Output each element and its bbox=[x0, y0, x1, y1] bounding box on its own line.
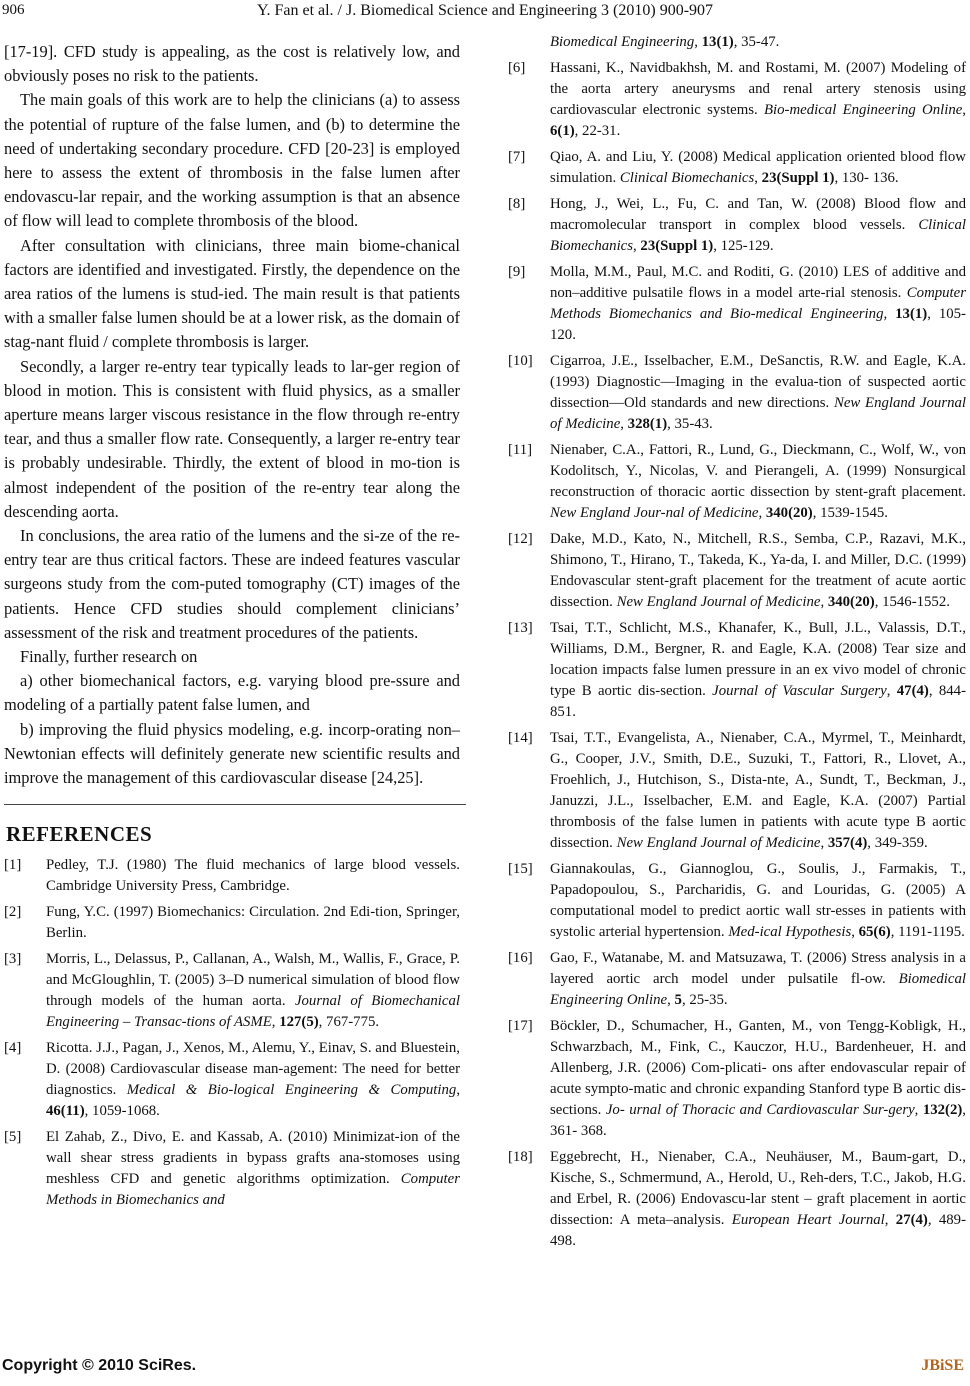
reference-volume: 328(1) bbox=[627, 416, 668, 432]
reference-number: [7] bbox=[508, 149, 526, 165]
reference-volume: 23(Suppl 1) bbox=[761, 170, 835, 186]
reference-journal: Clinical Biomechanics bbox=[550, 217, 966, 254]
reference-number: [11] bbox=[508, 442, 533, 458]
reference-number: [2] bbox=[4, 904, 22, 921]
reference-number: [15] bbox=[508, 861, 533, 877]
reference-authors-title: Tsai, T.T., Schlicht, M.S., Khanafer, K., Bull, J.L., Valassis, D.T., Williams, D.M., Bergner, R. and Eagle, K.A. (2008) Tear size and location impacts false lumen pressure in an ex vivo model of chronic type B aortic dis-section. bbox=[550, 620, 966, 699]
page-number: 906 bbox=[2, 2, 25, 18]
reference-number: [1] bbox=[4, 857, 22, 874]
reference-journal: Journal of Biomechanical Engineering – Transac-tions of ASME bbox=[46, 993, 460, 1031]
reference-item bbox=[508, 194, 966, 257]
reference-volume: 5 bbox=[674, 992, 682, 1008]
reference-item bbox=[508, 529, 966, 613]
reference-authors-title: El Zahab, Z., Divo, E. and Kassab, A. (2010) Minimizat-ion of the wall shear stress gradients in bypass grafts ana-stomoses using meshless CFD and genetic algorithms optimization. bbox=[46, 1129, 460, 1188]
reference-journal: Biomedical Engineering bbox=[550, 34, 695, 50]
reference-authors-title: Tsai, T.T., Evangelista, A., Nienaber, C.A., Myrmel, T., Meinhardt, G., Cooper, J.V., Smith, D.E., Suzuki, T., Fattori, R., Llovet, A., Froehlich, J., Hutchison, S., Dista-nte, A., Sundt, T., Beckman, J., Januzzi, J.L., Isselbacher, E.M. and Eagle, K.A. (2007) Partial thrombosis of the false lumen in patients with acute type B aortic dissection. bbox=[550, 730, 966, 851]
reference-journal: New England Journal of Medicine bbox=[616, 835, 821, 851]
reference-journal: Clinical Biomechanics bbox=[619, 170, 755, 186]
section-divider bbox=[4, 804, 466, 805]
reference-pages: , 361- 368. bbox=[550, 1102, 966, 1139]
reference-volume: 46(11) bbox=[46, 1103, 85, 1120]
reference-number: [10] bbox=[508, 353, 533, 369]
reference-item bbox=[508, 147, 966, 189]
reference-pages: , 1546-1552. bbox=[874, 594, 950, 610]
reference-volume: 47(4) bbox=[896, 683, 929, 699]
reference-item bbox=[508, 859, 966, 943]
reference-authors-title: Nienaber, C.A., Fattori, R., Lund, G., Dieckmann, C., Wolf, W., von Kodolitsch, Y., Nicolas, V. and Pierangeli, A. (1999) Nonsurgical reconstruction of thoracic aortic dissection by stent-graft placement. bbox=[550, 442, 966, 500]
body-paragraph: In conclusions, the area ratio of the lumens and the si-ze of the re-entry tear are thus critical factors. These are indeed features vascular surgeons study from the com-puted tomography (CT) images of the patients. Hence CFD studies should complement clinicians’ assessment of the risk and treatment procedures of the patients. bbox=[4, 526, 460, 642]
body-paragraph: Secondly, a larger re-entry tear typically leads to lar-ger region of blood in motion. This is consistent with fluid physics, as a smaller aperture means larger viscous resistance in the flow through re-entry tear, and thus a smaller flow rate. Consequently, a larger re-entry tear is probably undesirable. Thirdly, the extent of blood in mo-tion is almost independent of the position of the re-entry tear along the descending aorta. bbox=[4, 356, 460, 521]
reference-authors-title: Gao, F., Watanabe, M. and Matsuzawa, T. (2006) Stress analysis in a layered aortic arch model under pulsatile fl-ow. bbox=[550, 950, 966, 987]
reference-item bbox=[508, 262, 966, 346]
reference-text: Giannakoulas, G., Giannoglou, G., Soulis, J., Farmakis, T., Papadopoulou, S., Parcharidis, G. and Louridas, G. (2005) A computational model to predict aortic wall str-esses in patients with systolic arterial hypertension. Med-ical Hypothesis, 65(6), 1191-1195. bbox=[550, 861, 966, 940]
reference-text: Qiao, A. and Liu, Y. (2008) Medical application oriented blood flow simulation. Clinical Biomechanics, 23(Suppl 1), 130- 136. bbox=[550, 149, 966, 186]
reference-volume: 13(1) bbox=[895, 306, 928, 322]
reference-item bbox=[508, 618, 966, 723]
body-paragraph: After consultation with clinicians, three main biome-chanical factors are identified and investigated. Firstly, the dependence on the area ratios of the lumens is stud-ied. The main result is that patients with a smaller false lumen should be at a lower risk, as the domain of stag-nant fluid / complete thrombosis is larger. bbox=[4, 235, 460, 352]
reference-number: [18] bbox=[508, 1149, 533, 1165]
reference-volume: 65(6) bbox=[858, 924, 891, 940]
running-header bbox=[0, 2, 970, 20]
reference-number: [16] bbox=[508, 950, 533, 966]
reference-continuation: Biomedical Engineering, 13(1), 35-47. bbox=[550, 34, 780, 50]
reference-journal: Medical & Bio-logical Engineering & Computing bbox=[126, 1082, 457, 1099]
footer-journal-abbrev: JBiSE bbox=[921, 1357, 964, 1374]
reference-item bbox=[508, 58, 966, 142]
reference-item bbox=[4, 1038, 460, 1122]
reference-item bbox=[4, 902, 460, 944]
reference-journal: Computer Methods Biomechanics and Bio-medical Engineering bbox=[550, 285, 966, 322]
body-paragraph: b) improving the fluid physics modeling, e.g. incorp-orating non–Newtonian effects will definitely generate new scientific results and improve the management of this cardiovascular disease [24,25]. bbox=[4, 719, 460, 788]
reference-text: Hong, J., Wei, L., Fu, C. and Tan, W. (2008) Blood flow and macromolecular transport in complex blood vessels. Clinical Biomechanics, 23(Suppl 1), 125-129. bbox=[550, 196, 966, 254]
reference-volume: 127(5) bbox=[279, 1014, 319, 1031]
reference-pages: , 35-43. bbox=[667, 416, 713, 432]
reference-volume: 357(4) bbox=[827, 835, 868, 851]
reference-text: Cigarroa, J.E., Isselbacher, E.M., DeSanctis, R.W. and Eagle, K.A. (1993) Diagnostic—Imaging in the evalua-tion of suspected aortic dissection—Old standards and new directions. New England Journal of Medicine, 328(1), 35-43. bbox=[550, 353, 966, 432]
reference-pages: , 489-498. bbox=[550, 1212, 966, 1249]
reference-text bbox=[46, 855, 460, 897]
reference-item bbox=[4, 855, 460, 897]
reference-journal: Computer Methods in Biomechanics and bbox=[46, 1171, 460, 1209]
reference-pages: , 844-851. bbox=[550, 683, 966, 720]
reference-number: [6] bbox=[508, 60, 526, 76]
right-column bbox=[508, 32, 966, 1257]
reference-pages: , 130- 136. bbox=[834, 170, 899, 186]
reference-journal: New England Journal of Medicine bbox=[550, 395, 966, 432]
reference-item bbox=[4, 949, 460, 1033]
reference-pages: , 767-775. bbox=[318, 1014, 380, 1031]
reference-number: [14] bbox=[508, 730, 533, 746]
reference-authors-title: Ricotta. J.J., Pagan, J., Xenos, M., Alemu, Y., Einav, S. and Bluestein, D. (2008) Cardiovascular disease man-agement: The need for better diagnostics. bbox=[46, 1040, 460, 1099]
reference-number: [9] bbox=[508, 264, 526, 280]
body-paragraph: Finally, further research on bbox=[20, 647, 198, 667]
left-column bbox=[4, 40, 460, 1216]
reference-number: [12] bbox=[508, 531, 533, 547]
reference-list-left bbox=[4, 855, 460, 1211]
reference-text: Nienaber, C.A., Fattori, R., Lund, G., Dieckmann, C., Wolf, W., von Kodolitsch, Y., Nicolas, V. and Pierangeli, A. (1999) Nonsurgical reconstruction of thoracic aortic dissection by stent-graft placement. New England Jour-nal of Medicine, 340(20), 1539-1545. bbox=[550, 442, 966, 521]
reference-volume: 132(2) bbox=[922, 1102, 963, 1118]
reference-text: Morris, L., Delassus, P., Callanan, A., Walsh, M., Wallis, F., Grace, P. and McGloughlin, T. (2005) 3–D numerical simulation of blood flow through models of the human aorta. Journal of Biomechanical Engineering – Transac-tions of ASME, 127(5), 767-775. bbox=[46, 951, 460, 1031]
reference-journal: Bio-medical Engineering Online bbox=[764, 102, 963, 118]
reference-number: [4] bbox=[4, 1040, 22, 1057]
reference-item bbox=[508, 948, 966, 1011]
reference-authors-title: Qiao, A. and Liu, Y. (2008) Medical application oriented blood flow simulation. bbox=[550, 149, 966, 186]
reference-authors-title: Dake, M.D., Kato, N., Mitchell, R.S., Semba, C.P., Razavi, M.K., Shimono, T., Hirano, T., Takeda, K., Ya-da, I. and Miller, D.C. (1999) Endovascular stent-graft placement for the treatment of acute aortic dissection. bbox=[550, 531, 966, 610]
reference-item bbox=[508, 1147, 966, 1252]
reference-volume: 27(4) bbox=[895, 1212, 928, 1228]
reference-text: Dake, M.D., Kato, N., Mitchell, R.S., Semba, C.P., Razavi, M.K., Shimono, T., Hirano, T., Takeda, K., Ya-da, I. and Miller, D.C. (1999) Endovascular stent-graft placement for the treatment of acute aortic dissection. New England Journal of Medicine, 340(20), 1546-1552. bbox=[550, 531, 966, 610]
running-head-text: Y. Fan et al. / J. Biomedical Science and Engineering 3 (2010) 900-907 bbox=[256, 2, 714, 19]
reference-item bbox=[508, 351, 966, 435]
reference-volume: 13(1) bbox=[701, 34, 734, 50]
body-paragraph: The main goals of this work are to help the clinicians (a) to assess the potential of rupture of the false lumen, and (b) to determine the need of undertaking secondary procedure. CFD [20-23] is employed here to assess the extent of thrombosis in the false lumen after endovascu-lar repair, and the working assumption is that an absence of flow will lead to complete thrombosis of the blood. bbox=[4, 90, 460, 231]
reference-authors-title: Morris, L., Delassus, P., Callanan, A., Walsh, M., Wallis, F., Grace, P. and McGloughlin, T. (2005) 3–D numerical simulation of blood flow through models of the human aorta. bbox=[46, 951, 460, 1010]
reference-volume: 23(Suppl 1) bbox=[640, 238, 714, 254]
reference-volume: 6(1) bbox=[550, 123, 575, 139]
reference-pages: , 22-31. bbox=[574, 123, 621, 139]
reference-volume: 340(20) bbox=[765, 505, 813, 521]
reference-text: Eggebrecht, H., Nienaber, C.A., Neuhäuser, M., Baum-gart, D., Kische, S., Schmermund, A., Herold, U., Reh-ders, T.C., Jakob, H.G. and Erbel, R. (2006) Endovascu-lar stent – graft placement in aortic dissection: A meta–analysis. European Heart Journal, 27(4), 489-498. bbox=[550, 1149, 966, 1249]
body-paragraph: a) other biomechanical factors, e.g. varying blood pre-ssure and modeling of a partially patent false lumen, and bbox=[4, 671, 460, 715]
reference-pages: , 349-359. bbox=[867, 835, 928, 851]
reference-text: Tsai, T.T., Schlicht, M.S., Khanafer, K., Bull, J.L., Valassis, D.T., Williams, D.M., Bergner, R. and Eagle, K.A. (2008) Tear size and location impacts false lumen pressure in an ex vivo model of chronic type B aortic dis-section. Journal of Vascular Surgery, 47(4), 844-851. bbox=[550, 620, 966, 720]
reference-journal: European Heart Journal bbox=[731, 1212, 885, 1228]
footer-copyright: Copyright © 2010 SciRes. bbox=[2, 1357, 197, 1374]
reference-pages: , 105-120. bbox=[550, 306, 966, 343]
reference-journal: New England Journal of Medicine bbox=[616, 594, 821, 610]
reference-item bbox=[4, 1127, 460, 1211]
reference-authors-title: Hong, J., Wei, L., Fu, C. and Tan, W. (2008) Blood flow and macromolecular transport in complex blood vessels. bbox=[550, 196, 966, 233]
reference-pages: , 1059-1068. bbox=[84, 1103, 160, 1120]
reference-authors-title: Pedley, T.J. (1980) The fluid mechanics of large blood vessels. Cambridge University Press, Cambridge. bbox=[46, 857, 460, 895]
reference-text: Tsai, T.T., Evangelista, A., Nienaber, C.A., Myrmel, T., Meinhardt, G., Cooper, J.V., Smith, D.E., Suzuki, T., Fattori, R., Llovet, A., Froehlich, J., Hutchison, S., Dista-nte, A., Sundt, T., Beckman, J., Januzzi, J.L., Isselbacher, E.M. and Eagle, K.A. (2007) Partial thrombosis of the false lumen in patients with acute type B aortic dissection. New England Journal of Medicine, 357(4), 349-359. bbox=[550, 730, 966, 851]
reference-authors-title: Böckler, D., Schumacher, H., Ganten, M., von Tengg-Kobligk, H., Schwarzbach, M., Fink, C., Kauczor, H.U., Bardenheuer, H. and Allenberg, J.R. (2006) Com-plicati- ons after endovascular repair of acute sympto-matic and chronic expanding Stanford type B aortic dis-sections. bbox=[550, 1018, 966, 1118]
reference-text: Böckler, D., Schumacher, H., Ganten, M., von Tengg-Kobligk, H., Schwarzbach, M., Fink, C., Kauczor, H.U., Bardenheuer, H. and Allenberg, J.R. (2006) Com-plicati- ons after endovascular repair of acute sympto-matic and chronic expanding Stanford type B aortic dis-sections. Jo- urnal of Thoracic and Cardiovascular Sur-gery, 132(2), 361- 368. bbox=[550, 1018, 966, 1139]
reference-item bbox=[508, 1016, 966, 1142]
reference-text: Ricotta. J.J., Pagan, J., Xenos, M., Alemu, Y., Einav, S. and Bluestein, D. (2008) Cardiovascular disease man-agement: The need for better diagnostics. Medical & Bio-logical Engineering & Computing, 46(11), 1059-1068. bbox=[46, 1040, 461, 1120]
reference-text: Molla, M.M., Paul, M.C. and Roditi, G. (2010) LES of additive and non–additive pulsatile flows in a model arte-rial stenosis. Computer Methods Biomechanics and Bio-medical Engineering, 13(1), 105-120. bbox=[550, 264, 966, 343]
reference-text: Gao, F., Watanabe, M. and Matsuzawa, T. (2006) Stress analysis in a layered aortic arch model under pulsatile fl-ow. Biomedical Engineering Online, 5, 25-35. bbox=[550, 950, 966, 1008]
reference-list-right bbox=[508, 58, 966, 1252]
reference-authors-title: Fung, Y.C. (1997) Biomechanics: Circulation. 2nd Edi-tion, Springer, Berlin. bbox=[46, 904, 460, 942]
reference-pages: , 1191-1195. bbox=[890, 924, 965, 940]
reference-pages: , 35-47. bbox=[733, 34, 780, 50]
reference-authors-title: Hassani, K., Navidbakhsh, M. and Rostami, M. (2007) Modeling of the aorta artery aneurysms and renal artery stenosis using cardiovascular electronic systems. bbox=[550, 60, 966, 118]
reference-journal: Jo- urnal of Thoracic and Cardiovascular Sur-gery bbox=[605, 1102, 915, 1118]
reference-number: [13] bbox=[508, 620, 533, 636]
reference-authors-title: Molla, M.M., Paul, M.C. and Roditi, G. (2010) LES of additive and non–additive pulsatile flows in a model arte-rial stenosis. bbox=[550, 264, 966, 301]
reference-number: [17] bbox=[508, 1018, 533, 1034]
reference-pages: , 25-35. bbox=[681, 992, 728, 1008]
reference-text bbox=[46, 902, 460, 944]
reference-journal: Med-ical Hypothesis bbox=[728, 924, 852, 940]
reference-number: [8] bbox=[508, 196, 526, 212]
references-heading: REFERENCES bbox=[6, 822, 153, 847]
reference-item bbox=[508, 728, 966, 854]
reference-authors-title: Eggebrecht, H., Nienaber, C.A., Neuhäuser, M., Baum-gart, D., Kische, S., Schmermund, A., Herold, U., Reh-ders, T.C., Jakob, H.G. and Erbel, R. (2006) Endovascu-lar stent – graft placement in aortic dissection: A meta–analysis. bbox=[550, 1149, 966, 1228]
reference-journal: Journal of Vascular Surgery bbox=[712, 683, 887, 699]
reference-volume: 340(20) bbox=[827, 594, 875, 610]
reference-number: [3] bbox=[4, 951, 22, 968]
reference-journal: Biomedical Engineering Online bbox=[550, 971, 966, 1008]
reference-journal: New England Jour-nal of Medicine bbox=[550, 505, 759, 521]
reference-authors-title: Cigarroa, J.E., Isselbacher, E.M., DeSanctis, R.W. and Eagle, K.A. (1993) Diagnostic—Imaging in the evalua-tion of suspected aortic dissection—Old standards and new directions. bbox=[550, 353, 966, 411]
reference-item bbox=[508, 440, 966, 524]
reference-pages: , 125-129. bbox=[713, 238, 774, 254]
reference-authors-title: Giannakoulas, G., Giannoglou, G., Soulis, J., Farmakis, T., Papadopoulou, S., Parcharidis, G. and Louridas, G. (2005) A computational model to predict aortic wall str-esses in patients with systolic arterial hypertension. bbox=[550, 861, 966, 940]
reference-pages: , 1539-1545. bbox=[812, 505, 888, 521]
reference-text bbox=[46, 1127, 460, 1211]
reference-text: Hassani, K., Navidbakhsh, M. and Rostami, M. (2007) Modeling of the aorta artery aneurysms and renal artery stenosis using cardiovascular electronic systems. Bio-medical Engineering Online, 6(1), 22-31. bbox=[550, 60, 966, 139]
reference-number: [5] bbox=[4, 1129, 22, 1146]
body-paragraph: [17-19]. CFD study is appealing, as the cost is relatively low, and obviously poses no risk to the patients. bbox=[4, 42, 460, 86]
